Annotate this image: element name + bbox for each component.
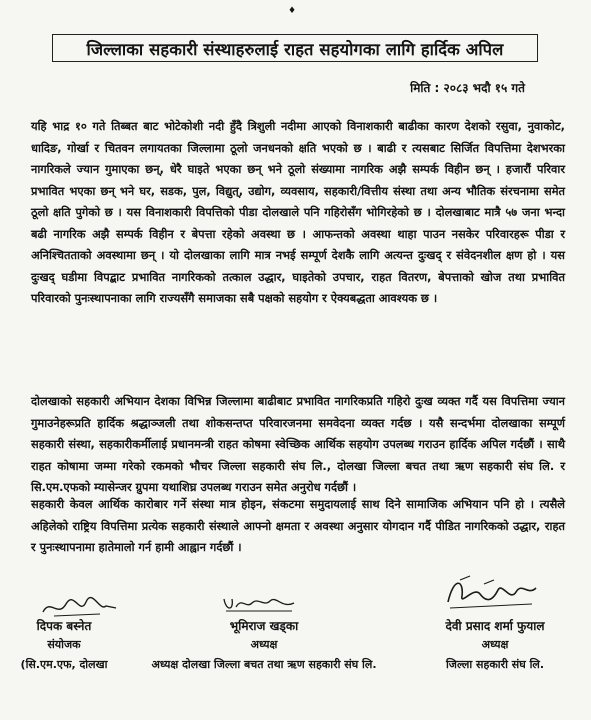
signatory-role: अध्यक्ष: [250, 638, 278, 651]
signature-2-handwritten: [220, 591, 298, 617]
signatory-name: देवी प्रसाद शर्मा फुयाल: [445, 619, 545, 633]
signatory-district-union-chair: [404, 616, 586, 676]
signatory-role: संयोजक: [47, 638, 81, 651]
signature-section: [0, 570, 591, 720]
signatory-organization: अध्यक्ष दोलखा जिल्ला बचत तथा ऋण सहकारी संघ लि.: [151, 658, 377, 671]
signatory-organization: जिल्ला सहकारी संघ लि.: [445, 658, 545, 671]
paragraph-appeal: दोलखाको सहकारी अभियान देशका विभिन्न जिल्लामा बाढीबाट प्रभावित नागरिकप्रति गहिरो दुःख व्यक्त गर्दै यस विपत्तिमा ज्यान गुमाउनेहरूप्रति हार्दिक श्रद्धाञ्जली तथा शोकसन्तप्त परिवारजनमा समवेदना व्यक्त गर्दछ । यसै सन्दर्भमा दोलखाका सम्पूर्ण सहकारी संस्था, सहकारीकर्मीलाई प्रधानमन्त्री राहत कोषमा स्वेच्छिक आर्थिक सहयोग उपलब्ध गराउन हार्दिक अपिल गर्दछौं । साथै राहत कोषामा जम्मा गरेको रकमको भौचर जिल्ला सहकारी संघ लि., दोलखा जिल्ला बचत तथा ऋण सहकारी संघ लि. र सि.एम.एफको म्यासेन्जर ग्रुपमा यथाशिघ्र उपलब्ध गराउन समेत अनुरोध गर्दछौं ।: [31, 394, 565, 494]
signatory-coordinator: [8, 616, 120, 676]
signatory-savings-federation-chair: [148, 616, 380, 676]
document-title: [52, 34, 538, 62]
signature-3-handwritten: [440, 572, 540, 612]
document-date: मिति : २०८३ भदौ १५ गते: [410, 81, 525, 95]
signatory-name: भूमिराज खड्का: [229, 619, 299, 633]
signatory-organization: (सि.एम.एफ, दोलखा: [20, 658, 108, 671]
top-diamond-mark: ♦: [288, 6, 297, 16]
paragraph-call-to-action: सहकारी केवल आर्थिक कारोबार गर्ने संस्था मात्र होइन, संकटमा समुदायलाई साथ दिने सामाजिक अभियान पनि हो । त्यसैले अहिलेको राष्ट्रिय विपत्तिमा प्रत्येक सहकारी संस्थाले आफ्नो क्षमता र अवस्था अनुसार योगदान गर्दै पीडित नागरिकको उद्धार, राहत र पुनःस्थापनामा हातेमालो गर्न हामी आह्वान गर्दछौं ।: [31, 497, 565, 554]
signatory-name: दिपक बस्नेत: [36, 619, 92, 633]
title-text: जिल्लाका सहकारी संस्थाहरुलाई राहत सहयोगका लागि हार्दिक अपिल: [86, 39, 504, 59]
signatory-role: अध्यक्ष: [481, 638, 509, 651]
paragraph-situation: यहि भाद्र १० गते तिब्बत बाट भोटेकोशी नदी हुँदै त्रिशुली नदीमा आएको विनाशकारी बाढीका कारण देशको रसुवा, नुवाकोट, धादिङ, गोर्खा र चितवन लगायतका जिल्लामा ठूलो जनधनको क्षति भएको छ । बाढी र त्यसबाट सिर्जित विपत्तिमा देशभरका नागरिकले ज्यान गुमाएका छन्, धेरै घाइते भएका छन् भने ठूलो संख्यामा नागरिक अझै सम्पर्क विहीन छन् । हजारौं परिवार प्रभावित भएका छन् भने घर, सडक, पुल, विद्युत्, उद्योग, व्यवसाय, सहकारी/वित्तीय संस्था तथा अन्य भौतिक संरचनामा समेत ठूलो क्षति पुगेको छ । यस विनाशकारी विपत्तिको पीडा दोलखाले पनि गहिरोसँग भोगिरहेको छ । दोलखाबाट मात्रै ५७ जना भन्दा बढी नागरिक अझै सम्पर्क विहीन र बेपत्ता रहेको अवस्था छ । आफन्तको अवस्था थाहा पाउन नसकेर परिवारहरू पीडा र अनिश्चितताको अवस्थामा छन् । यो दोलखाका लागि मात्र नभई सम्पूर्ण देशकै लागि अत्यन्त दुःखद् र संवेदनशील क्षण हो । यस दुःखद् घडीमा विपद्बाट प्रभावित नागरिकको तत्काल उद्धार, घाइतेको उपचार, राहत वितरण, बेपत्ताको खोज तथा प्रभावित परिवारको पुनःस्थापनाका लागि राज्यसँगै समाजका सबै पक्षको सहयोग र ऐक्यबद्धता आवश्यक छ ।: [31, 119, 565, 305]
